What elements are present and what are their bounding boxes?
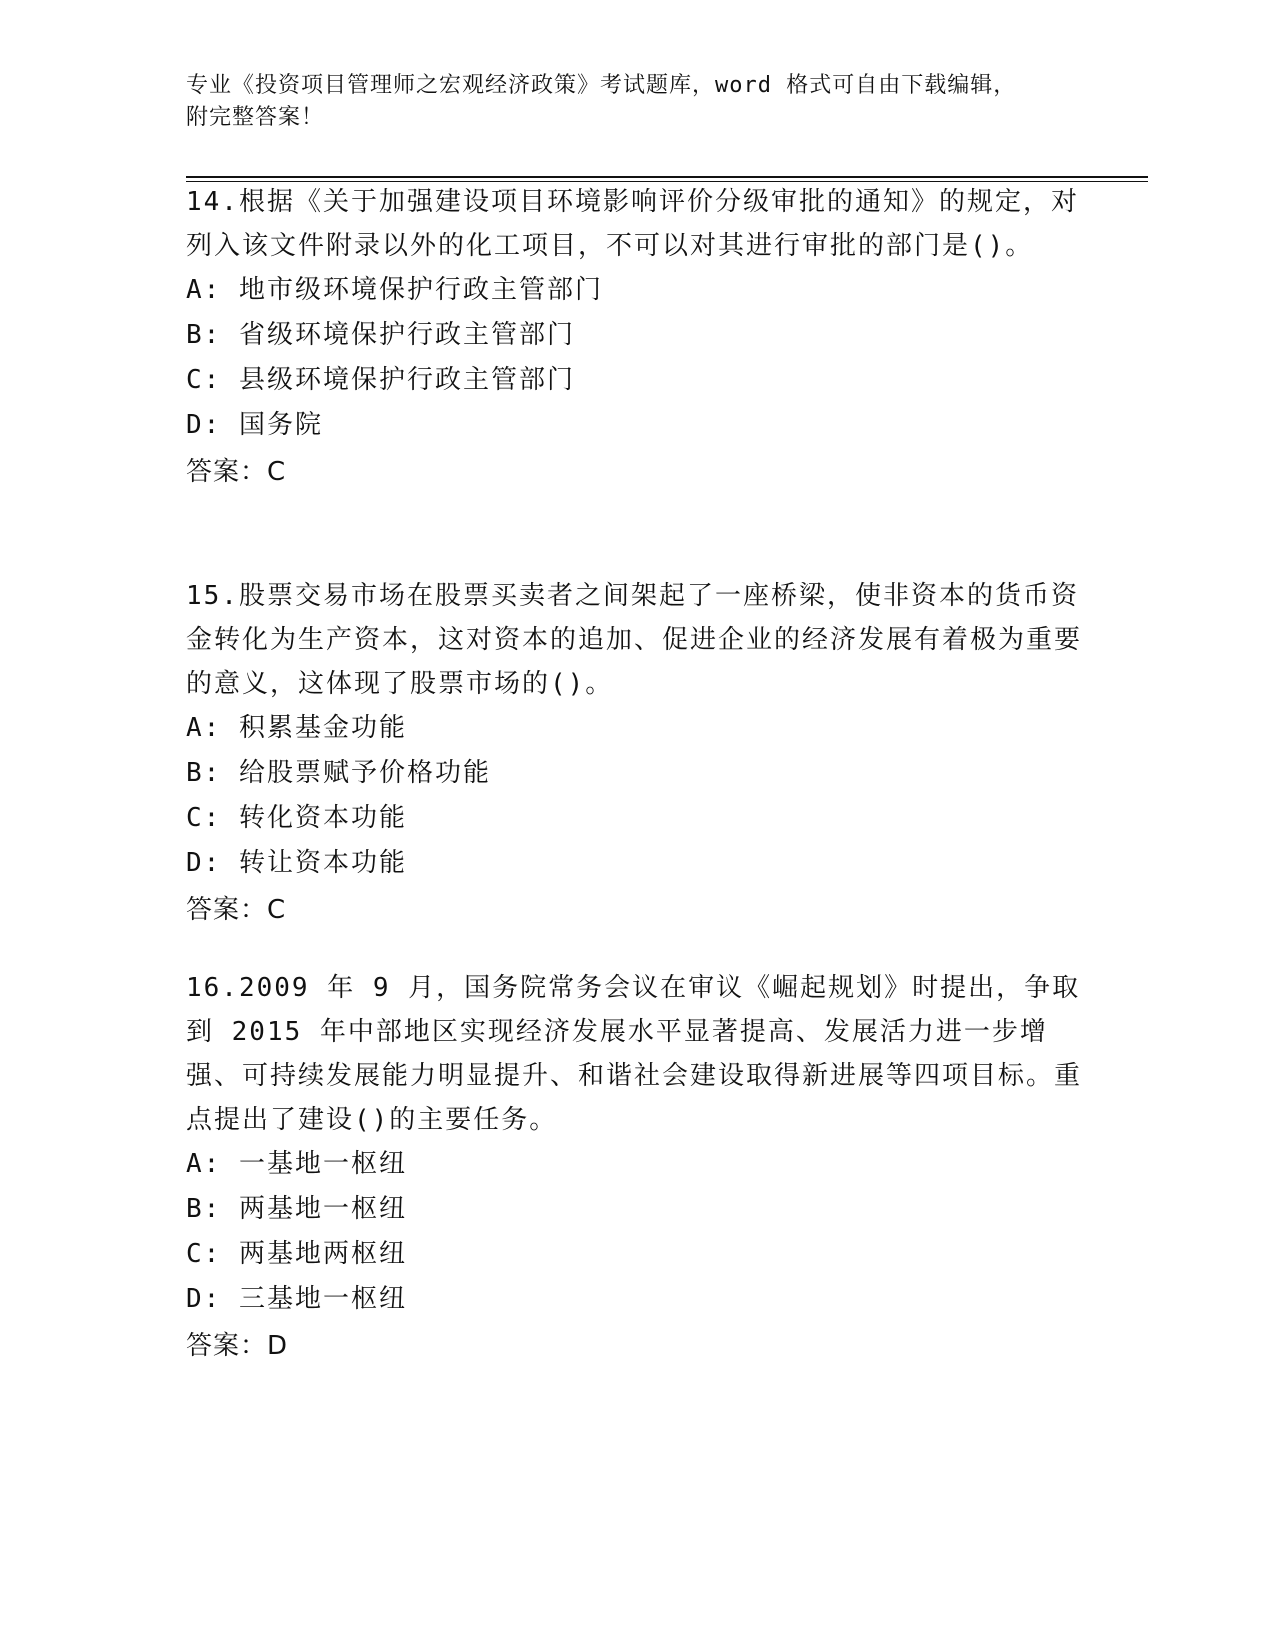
question-stem: 15.股票交易市场在股票买卖者之间架起了一座桥梁，使非资本的货币资金转化为生产资本，这对资本的追加、促进企业的经济发展有着极为重要的意义，这体现了股票市场的()。 (186, 581, 1083, 699)
answer: 答案：D (186, 1331, 289, 1361)
header-line-2: 附完整答案！ (186, 105, 325, 130)
option-b: B: 两基地一枢纽 (186, 1194, 407, 1224)
header-line-1: 专业《投资项目管理师之宏观经济政策》考试题库，word 格式可自由下载编辑， (186, 73, 1017, 98)
option-b: B: 省级环境保护行政主管部门 (186, 320, 575, 350)
option-c: C: 县级环境保护行政主管部门 (186, 365, 575, 395)
option-c: C: 两基地两枢纽 (186, 1239, 407, 1269)
option-c: C: 转化资本功能 (186, 803, 407, 833)
option-a: A: 一基地一枢纽 (186, 1149, 407, 1179)
question-15 (186, 574, 1086, 936)
header-divider (186, 176, 1148, 178)
question-stem: 14.根据《关于加强建设项目环境影响评价分级审批的通知》的规定，对列入该文件附录以外的化工项目，不可以对其进行审批的部门是()。 (186, 187, 1079, 261)
question-14 (186, 180, 1086, 498)
option-a: A: 地市级环境保护行政主管部门 (186, 275, 603, 305)
option-d: D: 三基地一枢纽 (186, 1284, 407, 1314)
document-header (186, 70, 1146, 134)
option-d: D: 转让资本功能 (186, 848, 407, 878)
option-d: D: 国务院 (186, 410, 323, 440)
question-stem: 16.2009 年 9 月，国务院常务会议在审议《崛起规划》时提出，争取到 2015 年中部地区实现经济发展水平显著提高、发展活力进一步增强、可持续发展能力明显提升、和谐社会建设取得新进展等四项目标。重点提出了建设()的主要任务。 (186, 973, 1083, 1135)
option-a: A: 积累基金功能 (186, 713, 407, 743)
question-16 (186, 966, 1086, 1372)
option-b: B: 给股票赋予价格功能 (186, 758, 491, 788)
answer: 答案：C (186, 895, 287, 925)
answer: 答案：C (186, 457, 287, 487)
